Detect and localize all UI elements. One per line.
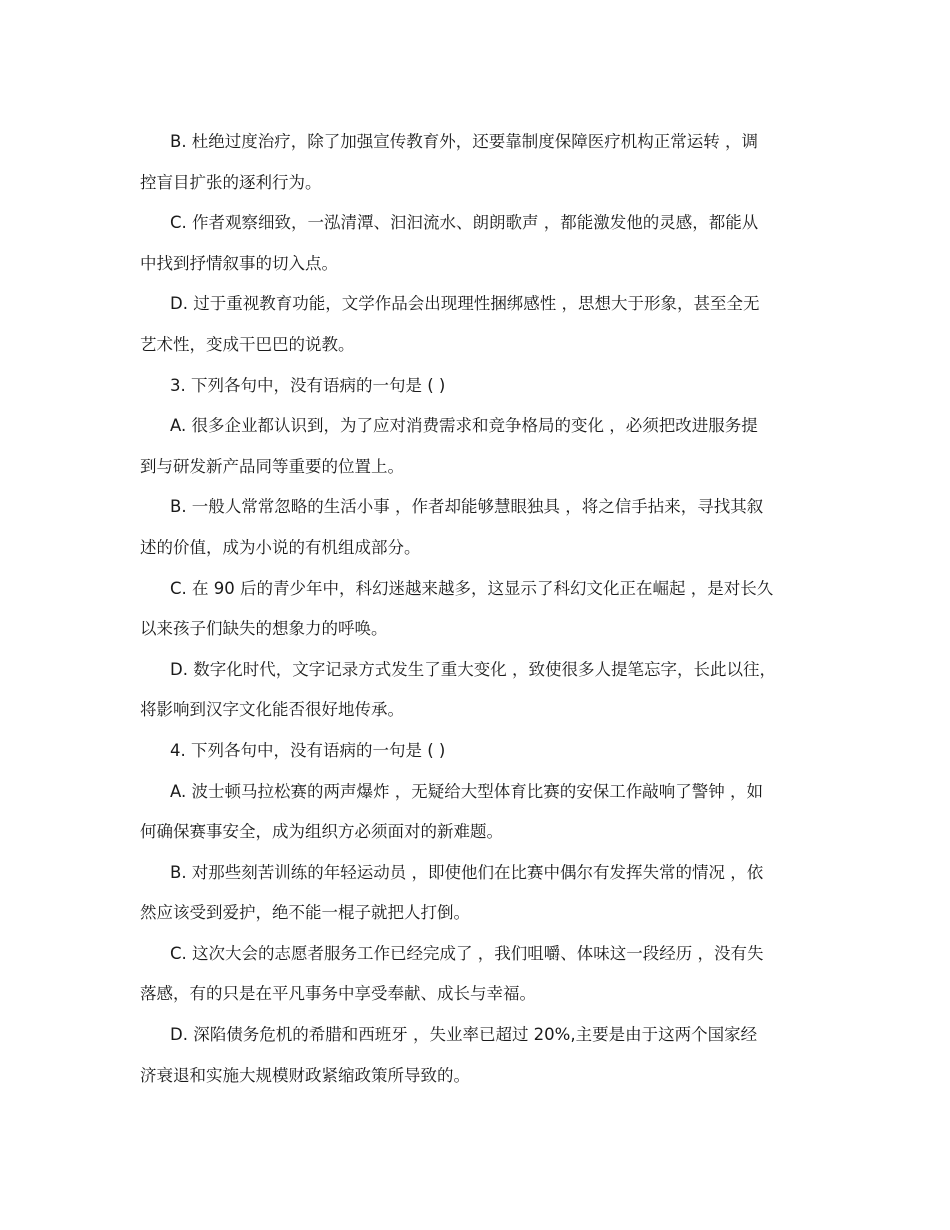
text-line: 3. 下列各句中，没有语病的一句是 ( ): [170, 375, 446, 395]
text-line: B. 一般人常常忽略的生活小事 ，作者却能够慧眼独具 ，将之信手拈来，寻找其叙: [170, 497, 764, 517]
text-line: B. 杜绝过度治疗，除了加强宣传教育外，还要靠制度保障医疗机构正常运转 ，调: [170, 132, 759, 151]
text-line: C. 作者观察细致，一泓清潭、汩汩流水、朗朗歌声 ，都能激发他的灵感，都能从: [170, 213, 759, 233]
text-line: 何确保赛事安全，成为组织方必须面对的新难题。: [140, 822, 503, 842]
text-line: 济衰退和实施大规模财政紧缩政策所导致的。: [140, 1065, 470, 1085]
text-line: A. 波士顿马拉松赛的两声爆炸 ，无疑给大型体育比赛的安保工作敲响了警钟 ，如: [170, 781, 763, 801]
text-line: 将影响到汉字文化能否很好地传承。: [140, 700, 404, 720]
text-line: 到与研发新产品同等重要的位置上。: [140, 456, 404, 476]
text-line: B. 对那些刻苦训练的年轻运动员 ，即使他们在比赛中偶尔有发挥失常的情况 ，依: [170, 862, 764, 882]
text-line: 控盲目扩张的逐利行为。: [140, 172, 322, 192]
text-line: 4. 下列各句中，没有语病的一句是 ( ): [170, 740, 446, 760]
text-line: C. 这次大会的志愿者服务工作已经完成了 ，我们咀嚼、体味这一段经历 ，没有失: [170, 943, 764, 963]
text-line: 以来孩子们缺失的想象力的呼唤。: [140, 619, 388, 639]
document-body: [140, 122, 810, 1096]
text-line: 然应该受到爱护，绝不能一棍子就把人打倒。: [140, 903, 470, 923]
text-line: A. 很多企业都认识到，为了应对消费需求和竞争格局的变化 ，必须把改进服务提: [170, 416, 758, 436]
text-line: D. 过于重视教育功能，文学作品会出现理性捆绑感性 ，思想大于形象，甚至全无: [170, 294, 760, 314]
text-line: D. 深陷债务危机的希腊和西班牙 ，失业率已超过 20%,主要是由于这两个国家经: [170, 1025, 758, 1045]
text-line: 落感，有的只是在平凡事务中享受奉献、成长与幸福。: [140, 984, 536, 1004]
text-line: 艺术性，变成干巴巴的说教。: [140, 334, 355, 354]
text-line: D. 数字化时代，文字记录方式发生了重大变化 ，致使很多人提笔忘字，长此以往，: [170, 659, 776, 679]
text-line: 中找到抒情叙事的切入点。: [140, 253, 338, 273]
text-line: C. 在 90 后的青少年中，科幻迷越来越多，这显示了科幻文化正在崛起 ，是对长久: [170, 578, 774, 598]
text-line: 述的价值，成为小说的有机组成部分。: [140, 537, 421, 557]
